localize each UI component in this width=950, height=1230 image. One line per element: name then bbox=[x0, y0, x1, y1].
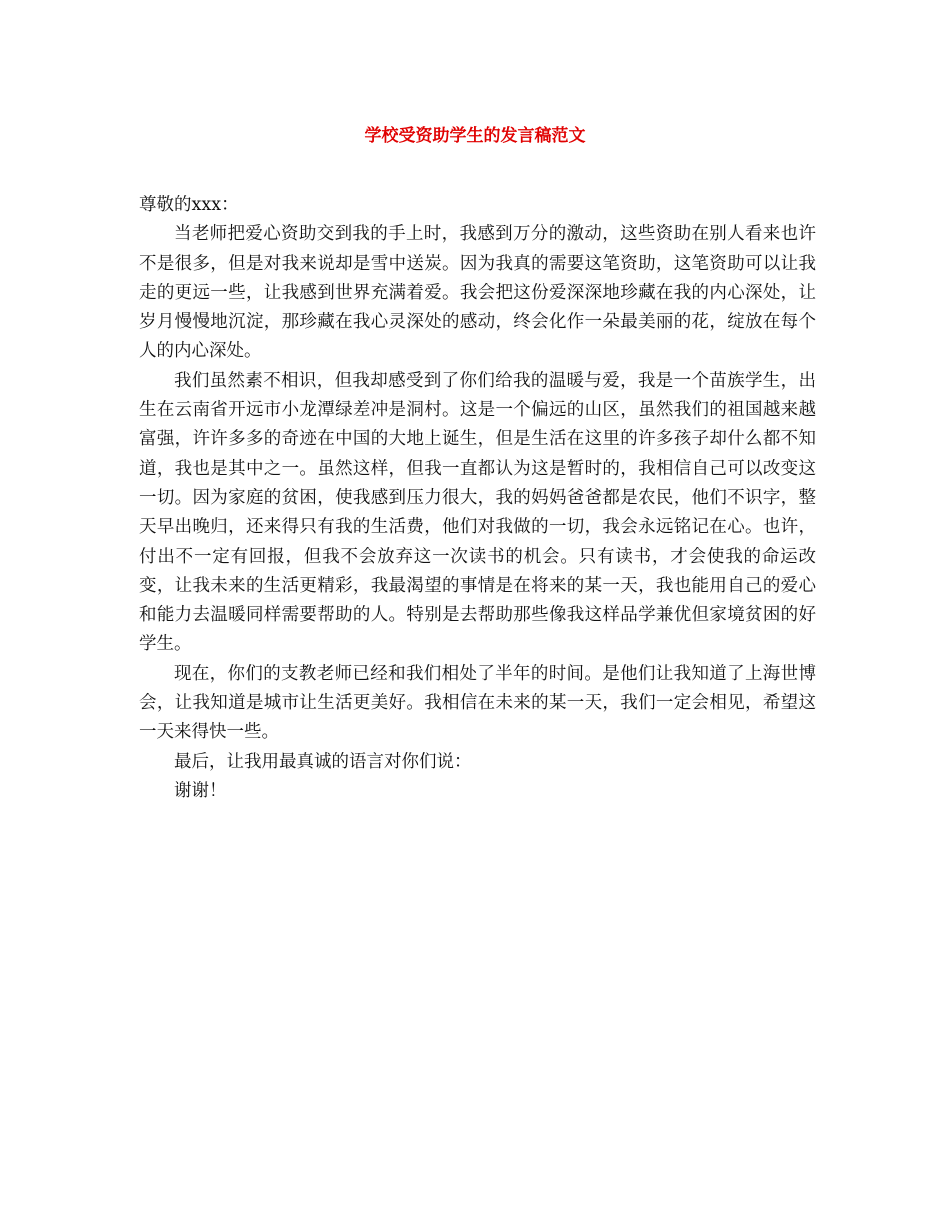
document-body bbox=[139, 191, 816, 806]
paragraph-5: 谢谢！ bbox=[174, 780, 227, 801]
paragraph-3: 现在，你们的支教老师已经和我们相处了半年的时间。是他们让我知道了上海世博会，让我知道是城市让生活更美好。我相信在未来的某一天，我们一定会相见，希望这一天来得快一些。 bbox=[139, 663, 816, 743]
paragraph-2: 我们虽然素不相识，但我却感受到了你们给我的温暖与爱，我是一个苗族学生，出生在云南省开远市小龙潭绿差冲是洞村。这是一个偏远的山区，虽然我们的祖国越来越富强，许许多多的奇迹在中国的大地上诞生，但是生活在这里的许多孩子却什么都不知道，我也是其中之一。虽然这样，但我一直都认为这是暂时的，我相信自己可以改变这一切。因为家庭的贫困，使我感到压力很大，我的妈妈爸爸都是农民，他们不识字，整天早出晚归，还来得只有我的生活费，他们对我做的一切，我会永远铭记在心。也许，付出不一定有回报，但我不会放弃这一次读书的机会。只有读书，才会使我的命运改变，让我未来的生活更精彩，我最渴望的事情是在将来的某一天，我也能用自己的爱心和能力去温暖同样需要帮助的人。特别是去帮助那些像我这样品学兼优但家境贫困的好学生。 bbox=[139, 370, 816, 655]
paragraph-1: 当老师把爱心资助交到我的手上时，我感到万分的激动，这些资助在别人看来也许不是很多，但是对我来说却是雪中送炭。因为我真的需要这笔资助，这笔资助可以让我走的更远一些，让我感到世界充满着爱。我会把这份爱深深地珍藏在我的内心深处，让岁月慢慢地沉淀，那珍藏在我心灵深处的感动，终会化作一朵最美丽的花，绽放在每个人的内心深处。 bbox=[139, 224, 816, 362]
paragraph-4: 最后，让我用最真诚的语言对你们说： bbox=[174, 751, 472, 772]
salutation: 尊敬的xxx： bbox=[139, 195, 239, 215]
document-title: 学校受资助学生的发言稿范文 bbox=[364, 126, 586, 146]
